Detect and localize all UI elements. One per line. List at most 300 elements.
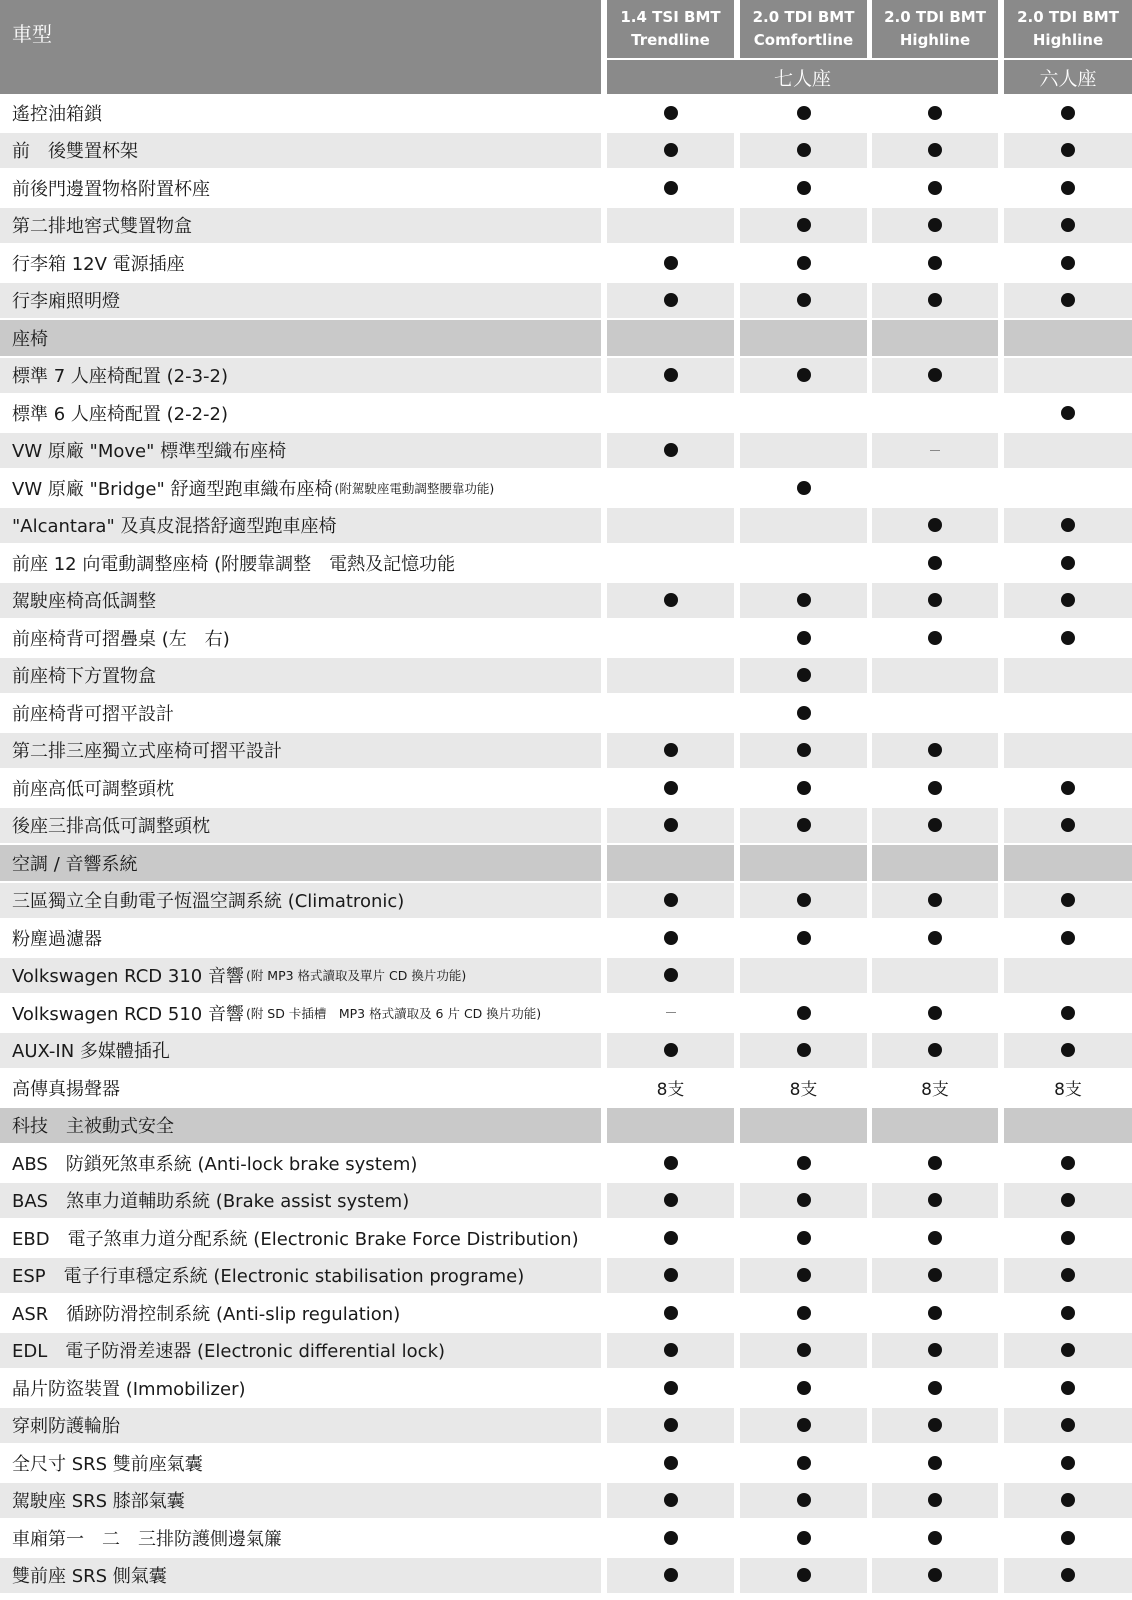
value-cell: [740, 358, 867, 394]
table-row: [0, 1519, 1132, 1557]
feature-label-text: "Alcantara" 及真皮混搭舒適型跑車座椅: [12, 516, 337, 538]
value-cell: [740, 1220, 867, 1256]
standard-dot-icon: [928, 1193, 942, 1207]
standard-dot-icon: [928, 1493, 942, 1507]
table-row: [0, 1332, 1132, 1370]
standard-dot-icon: [664, 1043, 678, 1057]
value-cell: [1004, 1483, 1132, 1519]
standard-dot-icon: [797, 893, 811, 907]
feature-label-text: 前座高低可調整頭枕: [12, 778, 174, 800]
header-title: 車型: [0, 0, 601, 94]
standard-dot-icon: [797, 743, 811, 757]
value-cell: [607, 958, 734, 994]
table-row: [0, 1557, 1132, 1595]
feature-label: [0, 245, 601, 281]
group-seven-seat: 七人座: [607, 60, 998, 94]
value-cell: [607, 1220, 734, 1256]
feature-label: [0, 283, 601, 319]
standard-dot-icon: [928, 181, 942, 195]
standard-dot-icon: [797, 631, 811, 645]
feature-label: [0, 1295, 601, 1331]
standard-dot-icon: [664, 968, 678, 982]
table-row: [0, 1444, 1132, 1482]
value-cell: [607, 620, 734, 656]
feature-label-text: VW 原廠 "Move" 標準型織布座椅: [12, 441, 287, 463]
table-row: [0, 807, 1132, 845]
feature-label: [0, 1408, 601, 1444]
value-cell: [1004, 508, 1132, 544]
feature-note: (附 SD 卡插槽 MP3 格式讀取及 6 片 CD 換片功能): [245, 1005, 542, 1021]
table-row: [0, 1144, 1132, 1182]
standard-dot-icon: [1061, 1231, 1075, 1245]
model-header-comfortline: [740, 0, 867, 58]
feature-label: [0, 208, 601, 244]
standard-dot-icon: [1061, 631, 1075, 645]
standard-dot-icon: [797, 218, 811, 232]
value-cell: [740, 1333, 867, 1369]
standard-dot-icon: [1061, 593, 1075, 607]
table-row: [0, 1182, 1132, 1220]
value-cell: [740, 1520, 867, 1556]
value-cell: [607, 1558, 734, 1594]
feature-label-text: 空調 / 音響系統: [12, 853, 138, 875]
value-cell: [872, 208, 998, 244]
value-cell: [872, 395, 998, 431]
value-cell: [740, 1558, 867, 1594]
value-cell: [1004, 770, 1132, 806]
standard-dot-icon: [797, 1381, 811, 1395]
value-cell: [740, 620, 867, 656]
standard-dot-icon: [1061, 181, 1075, 195]
feature-label-text: 前後門邊置物格附置杯座: [12, 178, 210, 200]
standard-dot-icon: [1061, 1193, 1075, 1207]
value-cell: [740, 995, 867, 1031]
value-cell: [872, 1483, 998, 1519]
value-cell: [1004, 170, 1132, 206]
standard-dot-icon: [928, 1343, 942, 1357]
value-cell: [872, 1070, 998, 1106]
feature-label-text: 標準 7 人座椅配置 (2-3-2): [12, 366, 229, 388]
standard-dot-icon: [797, 1493, 811, 1507]
feature-label-text: ABS 防鎖死煞車系統 (Anti-lock brake system): [12, 1153, 418, 1175]
feature-note: (附 MP3 格式讀取及單片 CD 換片功能): [245, 968, 467, 984]
value-cell: [872, 883, 998, 919]
table-row: [0, 169, 1132, 207]
standard-dot-icon: [664, 1343, 678, 1357]
standard-dot-icon: [928, 1006, 942, 1020]
value-cell: [740, 808, 867, 844]
value-cell: [740, 1295, 867, 1331]
value-cell: [607, 358, 734, 394]
standard-dot-icon: [797, 1268, 811, 1282]
value-cell: [872, 1258, 998, 1294]
standard-dot-icon: [797, 1568, 811, 1582]
standard-dot-icon: [797, 781, 811, 795]
model-name: 2.0 TDI BMT: [752, 8, 855, 26]
standard-dot-icon: [664, 1231, 678, 1245]
feature-label-text: EDL 電子防滑差速器 (Electronic differential lock): [12, 1341, 446, 1363]
table-row: [0, 1032, 1132, 1070]
value-cell: [1004, 358, 1132, 394]
feature-label: [0, 920, 601, 956]
standard-dot-icon: [1061, 143, 1075, 157]
feature-label: [0, 133, 601, 169]
standard-dot-icon: [1061, 556, 1075, 570]
table-row: [0, 657, 1132, 695]
standard-dot-icon: [928, 1268, 942, 1282]
value-cell: [607, 208, 734, 244]
value-cell: [872, 583, 998, 619]
standard-dot-icon: [1061, 1418, 1075, 1432]
value-cell: [607, 1108, 734, 1144]
standard-dot-icon: [1061, 106, 1075, 120]
feature-label: [0, 1558, 601, 1594]
feature-label-text: 粉塵過濾器: [12, 928, 102, 950]
section-row: [0, 844, 1132, 882]
model-header-trendline: [607, 0, 734, 58]
feature-label-text: 行李廂照明燈: [12, 291, 120, 313]
value-cell: [872, 808, 998, 844]
value-cell: [740, 1183, 867, 1219]
value-cell: [872, 433, 998, 469]
value-cell: [607, 733, 734, 769]
dash-icon: [930, 450, 940, 451]
value-cell: [607, 545, 734, 581]
standard-dot-icon: [928, 818, 942, 832]
feature-label: [0, 958, 601, 994]
value-cell: [1004, 920, 1132, 956]
feature-label-text: VW 原廠 "Bridge" 舒適型跑車織布座椅: [12, 478, 333, 500]
feature-label: [0, 583, 601, 619]
standard-dot-icon: [928, 931, 942, 945]
value-cell: [607, 1145, 734, 1181]
feature-label: [0, 433, 601, 469]
value-cell: [740, 1370, 867, 1406]
value-cell: [1004, 1408, 1132, 1444]
standard-dot-icon: [664, 1456, 678, 1470]
model-trim: Trendline: [631, 31, 710, 49]
value-cell: [872, 470, 998, 506]
standard-dot-icon: [1061, 1381, 1075, 1395]
value-cell: [1004, 1220, 1132, 1256]
feature-label-text: BAS 煞車力道輔助系統 (Brake assist system): [12, 1191, 410, 1213]
value-cell: [1004, 583, 1132, 619]
value-cell: [740, 1445, 867, 1481]
standard-dot-icon: [797, 143, 811, 157]
table-row: [0, 957, 1132, 995]
standard-dot-icon: [928, 593, 942, 607]
standard-dot-icon: [797, 1531, 811, 1545]
value-cell: [872, 770, 998, 806]
value-cell: [1004, 320, 1132, 356]
value-cell: [872, 545, 998, 581]
value-cell: [607, 283, 734, 319]
standard-dot-icon: [797, 818, 811, 832]
standard-dot-icon: [797, 1156, 811, 1170]
value-cell: [872, 733, 998, 769]
value-cell: [740, 583, 867, 619]
standard-dot-icon: [928, 1568, 942, 1582]
feature-label: [0, 1258, 601, 1294]
feature-label-text: 第二排三座獨立式座椅可摺平設計: [12, 741, 282, 763]
feature-label-text: 座椅: [12, 328, 48, 350]
table-row: [0, 1407, 1132, 1445]
feature-label-text: 前 後雙置杯架: [12, 141, 138, 163]
standard-dot-icon: [1061, 218, 1075, 232]
standard-dot-icon: [797, 1343, 811, 1357]
value-cell: [1004, 395, 1132, 431]
value-cell: [607, 470, 734, 506]
feature-label: [0, 1033, 601, 1069]
value-cell: [872, 508, 998, 544]
feature-label-text: 遙控油箱鎖: [12, 103, 102, 125]
value-cell: [607, 1370, 734, 1406]
table-row: [0, 619, 1132, 657]
standard-dot-icon: [928, 218, 942, 232]
standard-dot-icon: [1061, 1006, 1075, 1020]
value-cell: [1004, 545, 1132, 581]
value-cell: [607, 920, 734, 956]
value-cell: [740, 658, 867, 694]
standard-dot-icon: [1061, 518, 1075, 532]
value-cell: [740, 283, 867, 319]
feature-label-text: Volkswagen RCD 510 音響: [12, 1003, 244, 1025]
value-cell: [1004, 245, 1132, 281]
standard-dot-icon: [1061, 293, 1075, 307]
value-cell: [740, 958, 867, 994]
feature-label-text: 車廂第一 二 三排防護側邊氣簾: [12, 1528, 282, 1550]
value-cell: [740, 1145, 867, 1181]
value-cell: [740, 545, 867, 581]
standard-dot-icon: [664, 143, 678, 157]
value-cell: [872, 1408, 998, 1444]
value-text: 8支: [656, 1080, 685, 1101]
standard-dot-icon: [797, 481, 811, 495]
value-cell: [872, 95, 998, 131]
value-cell: [740, 208, 867, 244]
standard-dot-icon: [928, 368, 942, 382]
feature-label: [0, 508, 601, 544]
feature-label-text: 三區獨立全自動電子恆溫空調系統 (Climatronic): [12, 891, 405, 913]
value-cell: [1004, 883, 1132, 919]
value-cell: [872, 170, 998, 206]
value-cell: [1004, 958, 1132, 994]
standard-dot-icon: [928, 1531, 942, 1545]
table-row: [0, 544, 1132, 582]
feature-label-text: ASR 循跡防滑控制系統 (Anti-slip regulation): [12, 1303, 401, 1325]
feature-label: [0, 733, 601, 769]
standard-dot-icon: [797, 1418, 811, 1432]
value-cell: [872, 1108, 998, 1144]
standard-dot-icon: [797, 1306, 811, 1320]
feature-label: [0, 883, 601, 919]
table-row: [0, 1257, 1132, 1295]
standard-dot-icon: [797, 1043, 811, 1057]
standard-dot-icon: [797, 181, 811, 195]
standard-dot-icon: [928, 1381, 942, 1395]
feature-label-text: 全尺寸 SRS 雙前座氣囊: [12, 1453, 203, 1475]
standard-dot-icon: [1061, 1531, 1075, 1545]
table-row: [0, 1219, 1132, 1257]
standard-dot-icon: [797, 256, 811, 270]
table-row: [0, 994, 1132, 1032]
table-row: [0, 394, 1132, 432]
standard-dot-icon: [664, 893, 678, 907]
standard-dot-icon: [664, 743, 678, 757]
feature-label-text: 前座 12 向電動調整座椅 (附腰靠調整 電熱及記憶功能: [12, 553, 456, 575]
standard-dot-icon: [664, 1531, 678, 1545]
value-cell: [607, 395, 734, 431]
standard-dot-icon: [664, 443, 678, 457]
value-cell: [1004, 808, 1132, 844]
model-header-highline-6: [1004, 0, 1132, 58]
value-cell: [1004, 1295, 1132, 1331]
standard-dot-icon: [664, 1306, 678, 1320]
value-cell: [1004, 208, 1132, 244]
standard-dot-icon: [664, 1493, 678, 1507]
feature-note: (附駕駛座電動調整腰靠功能): [334, 480, 495, 496]
value-cell: [1004, 733, 1132, 769]
group-six-seat: 六人座: [1004, 60, 1132, 94]
value-cell: [1004, 1370, 1132, 1406]
standard-dot-icon: [928, 1156, 942, 1170]
standard-dot-icon: [664, 181, 678, 195]
model-name: 1.4 TSI BMT: [620, 8, 721, 26]
value-cell: [607, 770, 734, 806]
value-cell: [872, 320, 998, 356]
value-text: 8支: [789, 1080, 818, 1101]
model-trim: Highline: [1032, 31, 1104, 49]
standard-dot-icon: [928, 631, 942, 645]
standard-dot-icon: [1061, 1343, 1075, 1357]
standard-dot-icon: [928, 556, 942, 570]
standard-dot-icon: [928, 743, 942, 757]
feature-label: [0, 658, 601, 694]
standard-dot-icon: [1061, 1568, 1075, 1582]
standard-dot-icon: [1061, 1493, 1075, 1507]
standard-dot-icon: [928, 256, 942, 270]
standard-dot-icon: [1061, 406, 1075, 420]
value-cell: [872, 358, 998, 394]
feature-label-text: Volkswagen RCD 310 音響: [12, 966, 244, 988]
value-cell: [740, 1408, 867, 1444]
value-cell: [1004, 845, 1132, 881]
standard-dot-icon: [664, 256, 678, 270]
value-cell: [872, 995, 998, 1031]
value-cell: [607, 845, 734, 881]
feature-label: [0, 358, 601, 394]
value-cell: [740, 845, 867, 881]
value-cell: [1004, 1445, 1132, 1481]
standard-dot-icon: [664, 931, 678, 945]
value-cell: [872, 1295, 998, 1331]
standard-dot-icon: [664, 1193, 678, 1207]
value-cell: [607, 1408, 734, 1444]
value-cell: [740, 883, 867, 919]
feature-label: [0, 995, 601, 1031]
value-cell: [1004, 1520, 1132, 1556]
standard-dot-icon: [664, 106, 678, 120]
standard-dot-icon: [797, 106, 811, 120]
value-cell: [1004, 1183, 1132, 1219]
value-cell: [607, 1520, 734, 1556]
value-cell: [1004, 433, 1132, 469]
table-row: [0, 207, 1132, 245]
feature-label: [0, 1070, 601, 1106]
table-row: [0, 244, 1132, 282]
value-cell: [607, 883, 734, 919]
value-cell: [1004, 133, 1132, 169]
table-row: [0, 1069, 1132, 1107]
standard-dot-icon: [797, 368, 811, 382]
feature-label-text: 標準 6 人座椅配置 (2-2-2): [12, 403, 229, 425]
standard-dot-icon: [928, 1231, 942, 1245]
value-cell: [872, 845, 998, 881]
value-cell: [872, 695, 998, 731]
value-cell: [1004, 658, 1132, 694]
section-row: [0, 1107, 1132, 1145]
value-cell: [740, 433, 867, 469]
value-cell: [607, 995, 734, 1031]
standard-dot-icon: [1061, 1043, 1075, 1057]
section-title: [0, 845, 601, 881]
dash-icon: [666, 1012, 676, 1013]
table-row: [0, 582, 1132, 620]
value-cell: [607, 508, 734, 544]
value-cell: [607, 695, 734, 731]
table-row: [0, 919, 1132, 957]
model-name: 2.0 TDI BMT: [1017, 8, 1119, 26]
standard-dot-icon: [664, 1418, 678, 1432]
feature-label-text: 雙前座 SRS 側氣囊: [12, 1566, 167, 1588]
value-cell: [607, 583, 734, 619]
standard-dot-icon: [928, 1306, 942, 1320]
standard-dot-icon: [797, 668, 811, 682]
table-row: [0, 94, 1132, 132]
value-cell: [872, 133, 998, 169]
feature-label: [0, 1445, 601, 1481]
feature-label: [0, 770, 601, 806]
table-row: [0, 882, 1132, 920]
standard-dot-icon: [928, 518, 942, 532]
value-cell: [607, 1295, 734, 1331]
model-trim: Comfortline: [753, 31, 854, 49]
table-row: [0, 507, 1132, 545]
value-cell: [872, 1220, 998, 1256]
value-cell: [1004, 1258, 1132, 1294]
feature-label-text: 第二排地窖式雙置物盒: [12, 216, 192, 238]
feature-label-text: 前座椅背可摺疊桌 (左 右): [12, 628, 230, 650]
spec-rows: [0, 94, 1132, 1594]
value-cell: [872, 1558, 998, 1594]
value-cell: [740, 245, 867, 281]
standard-dot-icon: [797, 1193, 811, 1207]
value-cell: [1004, 1558, 1132, 1594]
value-cell: [1004, 620, 1132, 656]
feature-label-text: 後座三排高低可調整頭枕: [12, 816, 210, 838]
standard-dot-icon: [1061, 818, 1075, 832]
value-cell: [872, 920, 998, 956]
value-cell: [1004, 1333, 1132, 1369]
standard-dot-icon: [1061, 931, 1075, 945]
feature-label: [0, 1220, 601, 1256]
value-cell: [607, 1333, 734, 1369]
feature-label: [0, 1333, 601, 1369]
feature-label: [0, 395, 601, 431]
value-cell: [872, 1520, 998, 1556]
value-cell: [872, 1033, 998, 1069]
section-row: [0, 319, 1132, 357]
